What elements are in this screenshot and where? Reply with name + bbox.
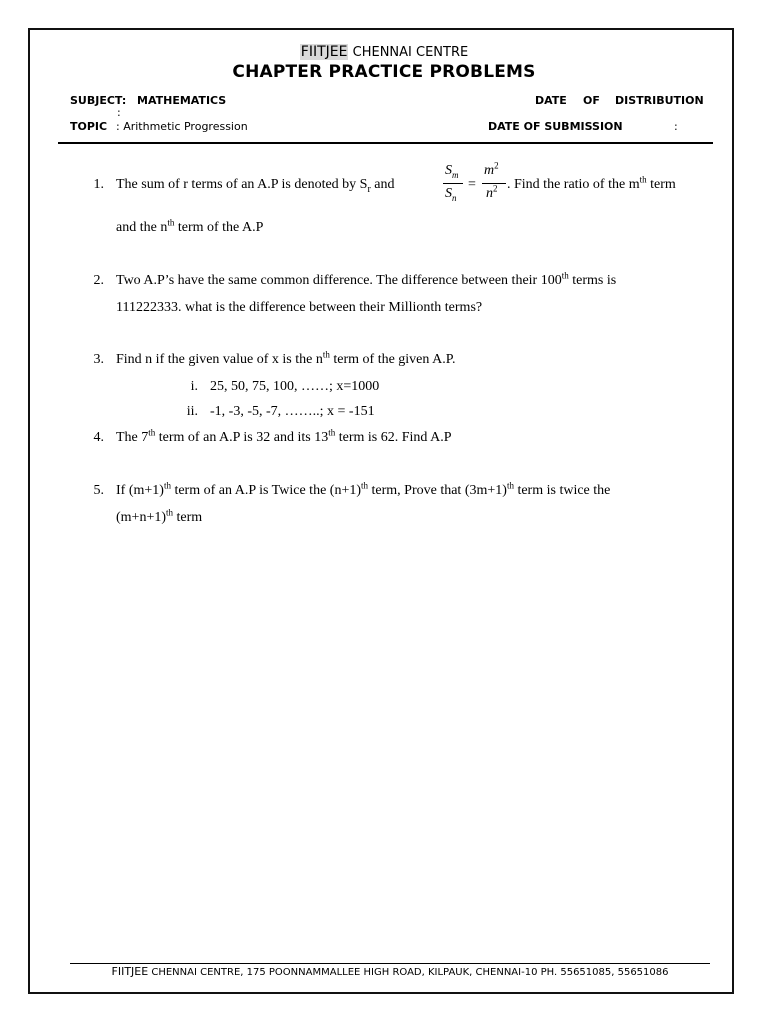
- fraction2-denominator: $n^2$: [486, 183, 498, 201]
- header-divider: [58, 142, 713, 144]
- distribution-label-date: DATE: [535, 94, 567, 107]
- footer: [70, 965, 710, 978]
- footer-address: CHENNAI CENTRE, 175 POONNAMMALLEE HIGH ROAD, KILPAUK, CHENNAI-10 PH. 55651085, 55651086: [148, 967, 669, 978]
- fraction-denominator: $S_n$: [445, 186, 457, 203]
- distribution-label-of: OF: [583, 94, 600, 107]
- question-number: 3.: [93, 352, 104, 367]
- footer-divider: [70, 963, 710, 964]
- subject-colon: :: [117, 106, 121, 119]
- fraction-bar: [443, 183, 463, 184]
- sub-item-number: i.: [190, 379, 198, 394]
- org-header: [0, 44, 768, 60]
- question-text-line2: $(m+n+1)^{th}$ term: [116, 507, 203, 525]
- fraction2-numerator: $m^2$: [484, 160, 499, 178]
- question-text-cont: . Find the ratio of the $m^{th}$ term: [507, 174, 676, 192]
- subscript: r: [367, 183, 371, 195]
- page-title: CHAPTER PRACTICE PROBLEMS: [232, 62, 536, 82]
- question-number: 2.: [93, 273, 104, 288]
- equals-sign: =: [468, 177, 476, 192]
- question-text: [116, 175, 395, 200]
- distribution-label: DISTRIBUTION: [615, 94, 704, 107]
- subject-value: MATHEMATICS: [137, 94, 227, 107]
- footer-org-name: FIITJEE: [111, 965, 149, 978]
- org-name: FIITJEE: [300, 44, 348, 60]
- sub-item-text: -1, -3, -5, -7, ……..; x = -151: [210, 404, 375, 419]
- question-text: The 7th term of an A.P is 32 and its 13th term is 62. Find A.P: [116, 427, 452, 445]
- org-location: CHENNAI CENTRE: [352, 45, 469, 60]
- sub-item-text: 25, 50, 75, 100, ……; x=1000: [210, 379, 380, 394]
- question-text-line2: and the $n^{th}$ term of the A.P: [116, 217, 264, 235]
- question-text: If $(m+1)^{th}$ term of an A.P is Twice the $(n+1)^{th}$ term, Prove that $(3m+1)^{th}$ term is twice the: [116, 480, 611, 498]
- question-text: Two A.P’s have the same common difference. The difference between their 100th terms is: [116, 270, 617, 288]
- topic-label: TOPIC: [70, 120, 108, 133]
- topic-value: : Arithmetic Progression: [116, 120, 248, 133]
- question-number: 1.: [93, 177, 104, 192]
- question-text: Find n if the given value of x is the $n^{th}$ term of the given A.P.: [116, 349, 456, 367]
- fraction-numerator: $S_m$: [445, 163, 459, 180]
- question-number: 4.: [93, 430, 104, 445]
- text-fragment: and: [370, 177, 395, 192]
- submission-label: DATE OF SUBMISSION: [488, 120, 623, 133]
- sub-item-number: ii.: [186, 404, 198, 419]
- submission-colon: :: [674, 120, 678, 133]
- question-text-line2: 111222333. what is the difference between their Millionth terms?: [116, 300, 483, 315]
- question-number: 5.: [93, 483, 104, 498]
- subject-label: SUBJECT:: [70, 94, 127, 107]
- text-fragment: The sum of r terms of an A.P is denoted by S: [116, 177, 368, 192]
